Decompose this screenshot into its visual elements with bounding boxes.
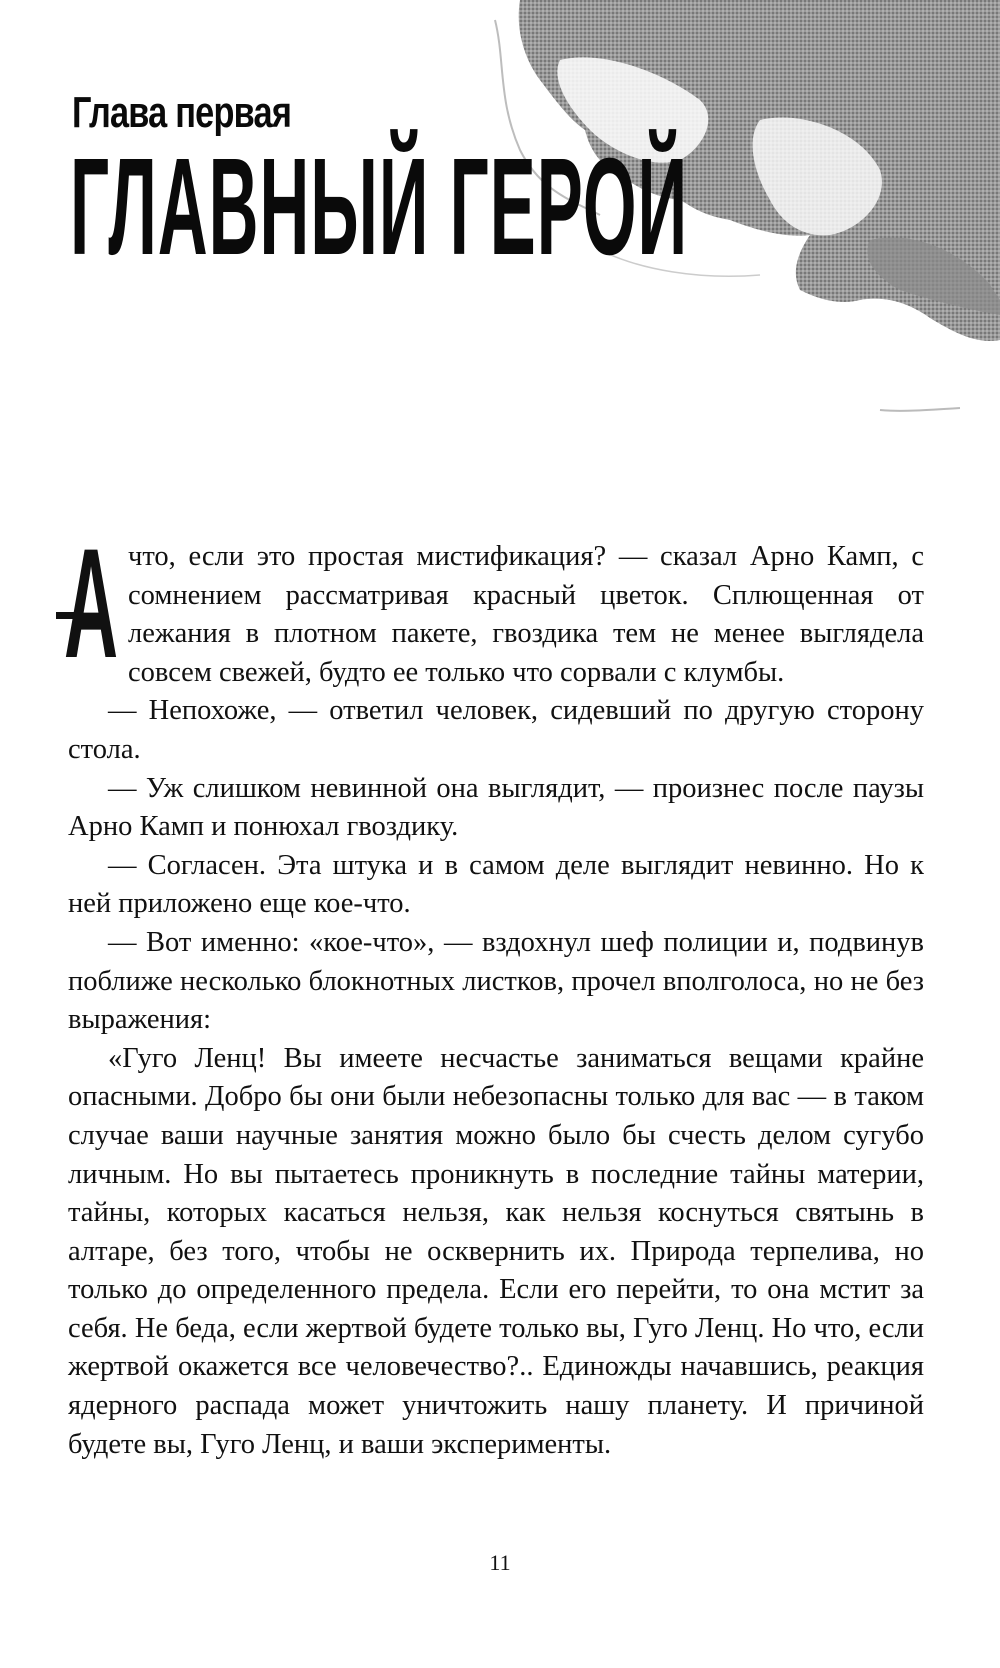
- paragraph-3: — Уж слишком невинной она выглядит, — произнес после паузы Арно Камп и понюхал гвоздику.: [68, 772, 924, 843]
- paragraph-1-text: что, если это простая мистификация? — сказал Арно Камп, с сомнением рассматривая красный цветок. Сплющенная от лежания в плотном пакете, гвоздика тем не менее выглядела совсем свежей, будто ее только что сорвали с клумбы.: [128, 541, 924, 688]
- paragraph-2: — Непохоже, — ответил человек, сидевший по другую сторону стола.: [68, 695, 924, 765]
- drop-cap-letter: А: [64, 517, 119, 691]
- page-number: 11: [489, 1550, 511, 1575]
- paragraph-6: «Гуго Ленц! Вы имеете несчастье заниматься вещами крайне опасными. Добро бы они были небезопасны только для вас — в таком случае ваши научные занятия можно было бы счесть делом сугубо личным. Но вы пытаетесь проникнуть в последние тайны материи, тайны, которых касаться нельзя, как нельзя коснуться святынь в алтаре, без того, чтобы не осквернить их. Природа терпелива, но только до определенного предела. Если его перейти, то она мстит за себя. Не беда, если жертвой будете только вы, Гуго Ленц. Но что, если жертвой окажется все человечество?.. Единожды начавшись, реакция ядерного распада может уничтожить нашу планету. И причиной будете вы, Гуго Ленц, и ваши эксперименты.: [68, 1042, 924, 1460]
- paragraph-4: — Согласен. Эта штука и в самом деле выглядит невинно. Но к ней приложено еще кое-что.: [68, 849, 924, 920]
- text-body: [64, 517, 924, 1464]
- paragraph-1: [64, 517, 924, 692]
- chapter-title: ГЛАВНЫЙ ГЕРОЙ: [70, 130, 689, 284]
- chapter-label: Глава первая: [72, 88, 292, 137]
- paragraph-5: — Вот именно: «кое-что», — вздохнул шеф полиции и, подвинув поближе несколько блокнотных листков, прочел вполголоса, но не без выражения:: [68, 926, 924, 1036]
